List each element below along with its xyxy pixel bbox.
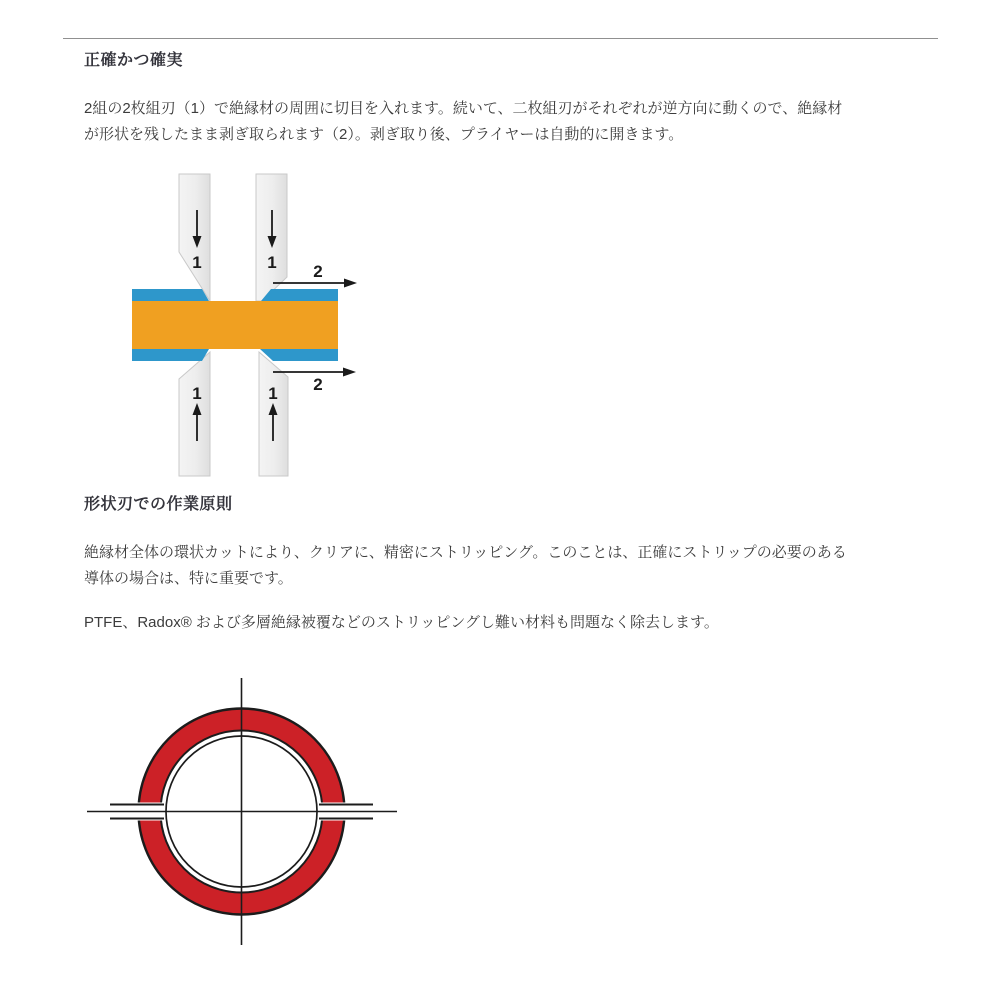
blade-motion-label: 1: [268, 384, 278, 403]
arrow-right-head-icon: [343, 368, 356, 377]
strip-motion-label: 2: [313, 262, 323, 281]
paragraph-difficult-materials: [84, 610, 954, 636]
insulation-bottom-left: [132, 349, 209, 361]
paragraph-line: PTFE、Radox® および多層絶縁被覆などのストリッピングし難い材料も問題なく除去します。: [84, 614, 719, 631]
heading-accurate-and-reliable: 正確かつ確実: [84, 52, 184, 69]
paragraph-line: 2組の2枚組刃（1）で絶縁材の周囲に切目を入れます。続いて、二枚組刃がそれぞれが逆方向に動くので、絶縁材: [84, 100, 843, 117]
paragraph-line: が形状を残したまま剥ぎ取られます（2）。剥ぎ取り後、プライヤーは自動的に開きます。: [84, 126, 684, 143]
paragraph-line: 導体の場合は、特に重要です。: [84, 570, 293, 587]
insulation-top-left: [132, 289, 209, 301]
blade-motion-label: 1: [267, 253, 277, 272]
blade-motion-label: 1: [192, 384, 202, 403]
insulation-bottom-right: [260, 349, 338, 361]
strip-motion-label: 2: [313, 375, 323, 394]
paragraph-cutting-process: [84, 96, 954, 148]
insulation-top-right: [261, 289, 338, 301]
paragraph-circular-cut: [84, 540, 954, 592]
blade-motion-label: 1: [192, 253, 202, 272]
circular-cut-diagram: [80, 670, 410, 955]
wire-conductor: [132, 301, 338, 349]
paragraph-line: 絶縁材全体の環状カットにより、クリアに、精密にストリッピング。このことは、正確にストリップの必要のある: [84, 544, 847, 561]
arrow-right-head-icon: [344, 279, 357, 288]
top-divider: [63, 38, 938, 39]
blade-stripping-diagram: [100, 170, 380, 482]
heading-shaped-blade-principle: 形状刃での作業原則: [84, 496, 233, 513]
